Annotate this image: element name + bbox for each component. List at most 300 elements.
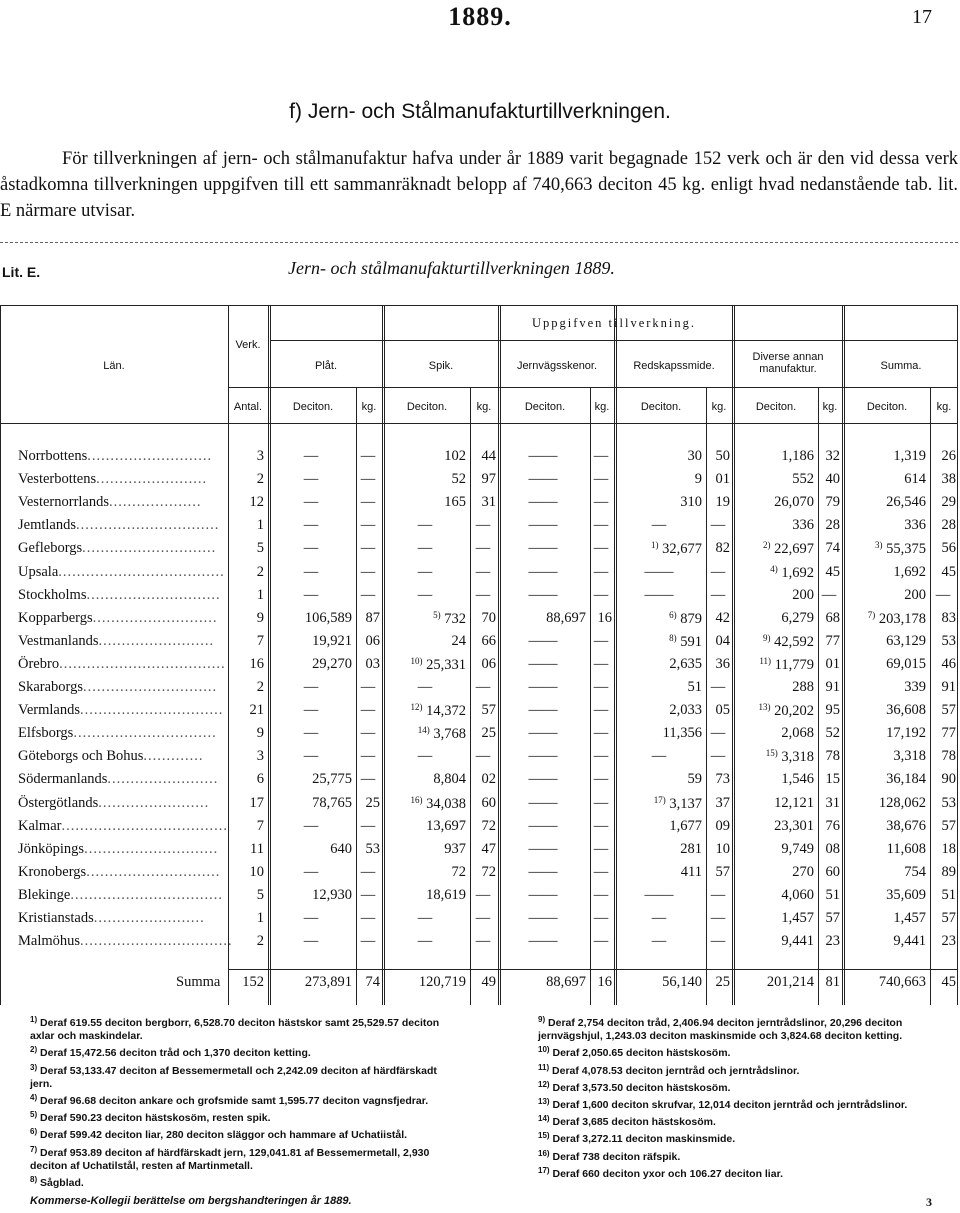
header-rule — [0, 423, 958, 424]
table-row — [0, 907, 958, 930]
table-row — [0, 815, 958, 838]
footnote-ref: 5) — [433, 609, 441, 620]
plat-kg: — — [360, 748, 376, 765]
spik-kg: 97 — [481, 471, 496, 488]
footnote: $^{6)}$ Deraf 599.42 deciton liar, 280 deciton släggor och hammare af Uchatiistål. — [30, 1127, 408, 1142]
jern-deciton: —— — [528, 840, 558, 857]
header-deciton: Deciton. — [640, 401, 682, 413]
footnote: $^{10)}$ Deraf 2,050.65 deciton hästskosöm. — [538, 1045, 731, 1060]
sum-deciton: 128,062 — [878, 794, 926, 811]
spik-kg: 25 — [481, 725, 496, 742]
summa-label: Summa — [176, 974, 221, 990]
red-deciton: 1,677 — [669, 817, 702, 834]
sum-deciton: 63,129 — [886, 632, 926, 649]
jern-deciton: —— — [528, 494, 558, 511]
sum-deciton: 38,676 — [886, 817, 926, 834]
jern-kg: — — [593, 817, 609, 834]
div-deciton: 2,068 — [781, 725, 814, 742]
plat-deciton: 25,775 — [312, 771, 352, 788]
sum-deciton: 1,319 — [893, 448, 926, 464]
jern-kg: — — [593, 563, 609, 580]
table-row — [0, 930, 958, 953]
table-row — [0, 491, 958, 514]
leader-dots: ........................ — [96, 471, 208, 488]
antal-cell: 7 — [256, 817, 264, 834]
footnote-ref: 11) — [759, 655, 772, 666]
plat-deciton: — — [303, 725, 319, 742]
footnote: $^{16)}$ Deraf 738 deciton räfspik. — [538, 1148, 681, 1163]
jern-deciton: —— — [528, 794, 558, 811]
table-row — [0, 699, 958, 722]
lan-name: Skaraborgs............................. — [18, 679, 218, 695]
leader-dots: ............................. — [84, 840, 219, 857]
spik-deciton: — — [417, 679, 433, 695]
spik-kg: — — [475, 748, 491, 765]
plat-deciton: — — [303, 863, 319, 880]
plat-deciton: 29,270 — [312, 655, 352, 672]
jern-kg: — — [593, 586, 609, 603]
leader-dots: ........................ — [93, 910, 205, 926]
sum-kg: 26 — [941, 448, 956, 464]
footnote: $^{2)}$ Deraf 15,472.56 deciton tråd och 1,370 deciton ketting. — [30, 1045, 311, 1060]
jern-kg: — — [593, 840, 609, 857]
div-kg: 45 — [825, 563, 840, 580]
sum-deciton: 754 — [904, 863, 926, 880]
plat-kg: — — [360, 933, 376, 950]
footnote-number: 7) — [30, 1144, 38, 1154]
leader-dots: ............................. — [86, 586, 221, 603]
div-kg: 95 — [825, 702, 840, 719]
antal-cell: 11 — [250, 840, 264, 857]
jern-kg: — — [593, 771, 609, 788]
plat-kg: — — [360, 679, 376, 695]
div-kg: 40 — [825, 471, 840, 488]
footnote: $^{5)}$ Deraf 590.23 deciton hästskosöm, resten spik. — [30, 1110, 271, 1125]
footnote-ref: 4) — [770, 563, 778, 574]
plat-kg: — — [360, 448, 376, 464]
leader-dots: ............................... — [80, 702, 224, 719]
footnote-number: 14) — [538, 1114, 550, 1124]
lan-name: Stockholms............................. — [18, 586, 221, 603]
plat-kg: 03 — [365, 655, 380, 672]
div-deciton: 336 — [792, 517, 814, 534]
lan-name: Elfsborgs............................... — [18, 725, 217, 742]
div-deciton: 12,121 — [774, 794, 814, 811]
lan-name: Kopparbergs........................... — [18, 609, 218, 626]
table-label: Lit. E. — [2, 264, 41, 280]
table-row — [0, 768, 958, 791]
antal-cell: 9 — [256, 725, 264, 742]
antal-cell: 3 — [256, 748, 264, 765]
jern-deciton: —— — [528, 817, 558, 834]
footnote: $^{13)}$ Deraf 1,600 deciton skrufvar, 12,014 deciton jerntråd och jerntrådslinor. — [538, 1097, 908, 1112]
jern-deciton: —— — [528, 632, 558, 649]
sum-kg: 18 — [941, 840, 956, 857]
plat-kg: — — [360, 886, 376, 903]
div-deciton: 1,457 — [781, 910, 814, 926]
footnotes-left — [30, 1013, 448, 1190]
lan-name: Jemtlands............................... — [18, 517, 220, 534]
spik-kg: — — [475, 886, 491, 903]
footnote-ref: 16) — [410, 794, 423, 805]
publication-note: Kommerse-Kollegii berättelse om bergshandteringen år 1889. — [30, 1195, 352, 1207]
spik-deciton: 52 — [451, 471, 466, 488]
jern-deciton: —— — [528, 655, 558, 672]
footnote-ref: 12) — [410, 702, 423, 713]
signature-mark: 3 — [926, 1195, 932, 1209]
spik-deciton: 72 — [451, 863, 466, 880]
antal-cell: 17 — [249, 794, 264, 811]
jern-kg: — — [593, 679, 609, 695]
spik-kg: 70 — [481, 609, 496, 626]
jern-deciton: 88,697 — [546, 609, 586, 626]
spik-deciton: 13,697 — [426, 817, 466, 834]
sum-kg: 45 — [941, 563, 956, 580]
spik-kg: — — [475, 910, 491, 926]
plat-deciton: — — [303, 563, 319, 580]
plat-kg: — — [360, 725, 376, 742]
antal-cell: 12 — [249, 494, 264, 511]
red-kg: 05 — [715, 702, 730, 719]
jern-deciton: —— — [528, 517, 558, 534]
spik-deciton: — — [417, 910, 433, 926]
div-kg: 57 — [825, 910, 840, 926]
sum-deciton: 336 — [904, 517, 926, 534]
footnote-ref: 10) — [410, 655, 423, 666]
red-kg: 73 — [715, 771, 730, 788]
sum-kg: 89 — [941, 863, 956, 880]
sum-deciton: 1,692 — [893, 563, 926, 580]
jern-deciton: —— — [528, 563, 558, 580]
jern-kg: — — [593, 494, 609, 511]
spik-deciton: 24 — [451, 632, 466, 649]
plat-kg: — — [360, 494, 376, 511]
jern-kg: — — [593, 863, 609, 880]
lan-name: Östergötlands........................ — [18, 794, 210, 811]
plat-kg: — — [360, 517, 376, 534]
red-deciton: 59 — [687, 771, 702, 788]
leader-dots: ............................. — [82, 679, 218, 695]
antal-cell: 152 — [242, 974, 264, 990]
sum-kg: 29 — [941, 494, 956, 511]
table-title: Jern- och stålmanufakturtillverkningen 1889. — [288, 258, 615, 278]
sum-deciton: 200 — [904, 586, 926, 603]
div-deciton: 201,214 — [766, 974, 814, 990]
spik-deciton: $^{16)}$ 34,038 — [410, 794, 466, 812]
sum-kg: 83 — [941, 609, 956, 626]
plat-deciton: — — [303, 933, 319, 950]
antal-cell: 10 — [249, 863, 264, 880]
plat-deciton: — — [303, 494, 319, 511]
spik-kg: 57 — [481, 702, 496, 719]
antal-cell: 2 — [256, 563, 264, 580]
div-kg: 32 — [825, 448, 840, 464]
plat-deciton: 78,765 — [312, 794, 352, 811]
jern-deciton: —— — [528, 725, 558, 742]
red-kg: 09 — [715, 817, 730, 834]
plat-kg: — — [360, 563, 376, 580]
plat-kg: — — [360, 910, 376, 926]
red-deciton: $^{1)}$ 32,677 — [651, 540, 702, 558]
red-deciton: $^{6)}$ 879 — [669, 609, 702, 627]
footnote-number: 9) — [538, 1015, 546, 1024]
table-row — [0, 838, 958, 861]
footnote: $^{9)}$ Deraf 2,754 deciton tråd, 2,406.94 deciton jerntrådslinor, 20,296 deciton jernvägshjul, 1,243.03 deciton maskinsmide och 3,824.68 deciton ketting. — [538, 1015, 903, 1043]
sum-kg: 56 — [941, 540, 956, 557]
plat-kg: — — [360, 471, 376, 488]
leader-dots: ........................... — [92, 609, 218, 626]
plat-deciton: — — [303, 702, 319, 719]
spik-kg: 60 — [481, 794, 496, 811]
spik-deciton: — — [417, 517, 433, 534]
table-row — [0, 607, 958, 630]
divider — [0, 242, 958, 243]
table-row — [0, 722, 958, 745]
leader-dots: .................................... — [59, 655, 226, 672]
jern-deciton: —— — [528, 886, 558, 903]
plat-deciton: — — [303, 748, 319, 765]
footnote-ref: 8) — [669, 632, 677, 643]
div-kg: 52 — [825, 725, 840, 742]
jern-kg: — — [593, 448, 609, 464]
plat-deciton: — — [303, 448, 319, 464]
red-deciton: — — [651, 933, 667, 950]
table-row — [0, 537, 958, 560]
div-kg: 79 — [825, 494, 840, 511]
leader-dots: ......................... — [98, 632, 215, 649]
div-deciton: 9,441 — [781, 933, 814, 950]
footnote-ref: 9) — [763, 632, 771, 643]
header-diverse: Diverse annan manufaktur. — [752, 351, 824, 375]
spik-kg: 72 — [481, 817, 496, 834]
table-row — [0, 884, 958, 907]
jern-kg: — — [593, 725, 609, 742]
footnote-ref: 7) — [867, 609, 876, 620]
antal-cell: 1 — [256, 517, 264, 534]
spik-kg: 49 — [481, 974, 496, 990]
div-deciton: $^{2)}$ 22,697 — [763, 540, 814, 558]
antal-cell: 6 — [256, 771, 264, 788]
spik-deciton: 102 — [444, 448, 466, 464]
sum-kg: 53 — [941, 794, 956, 811]
jern-deciton: —— — [528, 933, 558, 950]
header-kg: kg. — [936, 401, 952, 413]
spik-kg: — — [475, 586, 491, 603]
table-row — [0, 468, 958, 491]
div-deciton: 26,070 — [774, 494, 814, 511]
header-deciton: Deciton. — [406, 401, 448, 413]
div-deciton: 4,060 — [781, 886, 814, 903]
jern-deciton: —— — [528, 910, 558, 926]
footnote-number: 11) — [538, 1062, 550, 1072]
jern-deciton: —— — [528, 702, 558, 719]
spik-deciton: 18,619 — [426, 886, 466, 903]
page-year: 1889. — [448, 2, 512, 31]
sum-kg: 57 — [941, 910, 956, 926]
div-deciton: $^{4)}$ 1,692 — [770, 563, 814, 581]
footnote-number: 13) — [538, 1097, 550, 1107]
red-kg: — — [710, 586, 726, 603]
jern-deciton: —— — [528, 448, 558, 464]
red-kg: 50 — [715, 448, 730, 464]
footnote-number: 2) — [30, 1045, 38, 1055]
table-top-rule — [0, 305, 958, 306]
div-kg: 76 — [825, 817, 840, 834]
red-deciton: 9 — [694, 471, 702, 488]
footnote-number: 12) — [538, 1079, 550, 1089]
footnote-ref: 1) — [651, 540, 659, 551]
footnote: $^{17)}$ Deraf 660 deciton yxor och 106.27 deciton liar. — [538, 1165, 783, 1180]
table-row — [0, 676, 958, 699]
footnote-number: 17) — [538, 1165, 550, 1175]
div-kg: 91 — [825, 679, 840, 695]
leader-dots: ............................... — [76, 517, 220, 534]
div-deciton: $^{9)}$ 42,592 — [763, 632, 814, 650]
plat-deciton: 106,589 — [304, 609, 352, 626]
plat-kg: 87 — [365, 609, 380, 626]
jern-deciton: —— — [528, 748, 558, 765]
sum-kg: 53 — [941, 632, 956, 649]
footnote: $^{4)}$ Deraf 96.68 deciton ankare och grofsmide samt 1,595.77 deciton vagnsfjedrar. — [30, 1093, 429, 1108]
footnote: $^{11)}$ Deraf 4,078.53 deciton jerntråd och jerntrådslinor. — [538, 1062, 800, 1077]
spik-deciton: 937 — [444, 840, 466, 857]
footnote-number: 15) — [538, 1131, 550, 1141]
header-deciton: Deciton. — [524, 401, 566, 413]
antal-cell: 3 — [256, 448, 264, 464]
table-row — [0, 745, 958, 768]
sum-deciton: $^{7)}$ 203,178 — [867, 609, 926, 627]
table-row — [0, 584, 958, 607]
summa-rule — [228, 969, 958, 970]
red-deciton: 30 — [687, 448, 702, 464]
div-deciton: $^{11)}$ 11,779 — [759, 655, 814, 673]
sum-deciton: 740,663 — [878, 974, 926, 990]
jern-deciton: —— — [528, 540, 558, 557]
plat-deciton: — — [303, 540, 319, 557]
footnote-ref: 14) — [417, 725, 430, 736]
lan-name: Jönköpings............................. — [18, 840, 219, 857]
header-uppgifven: Uppgifven tillverkning. — [531, 316, 697, 330]
leader-dots: ........................... — [87, 448, 213, 464]
leader-dots: ............. — [143, 748, 204, 765]
red-kg: 04 — [715, 632, 730, 649]
lan-name: Vesternorrlands.................... — [18, 494, 202, 511]
plat-kg: — — [360, 817, 376, 834]
plat-deciton: — — [303, 517, 319, 534]
div-deciton: $^{13)}$ 20,202 — [758, 702, 814, 720]
div-kg: 78 — [825, 748, 840, 765]
red-kg: — — [710, 563, 726, 580]
table-row — [0, 653, 958, 676]
jern-kg: — — [593, 540, 609, 557]
table-row — [0, 445, 958, 468]
spik-deciton: 8,804 — [433, 771, 466, 788]
table-row — [0, 514, 958, 537]
antal-cell: 21 — [249, 702, 264, 719]
footnote: $^{8)}$ Sågblad. — [30, 1175, 84, 1190]
header-antal: Antal. — [233, 401, 263, 413]
div-deciton: 200 — [792, 586, 814, 603]
red-kg: — — [710, 933, 726, 950]
lan-name: Vesterbottens........................ — [18, 471, 208, 488]
spik-deciton: — — [417, 540, 433, 557]
div-deciton: 6,279 — [781, 609, 814, 626]
spik-deciton: — — [417, 933, 433, 950]
table-row — [0, 861, 958, 884]
header-kg: kg. — [594, 401, 610, 413]
antal-cell: 5 — [256, 886, 264, 903]
footnote-number: 8) — [30, 1175, 38, 1185]
header-lan: Län. — [103, 360, 125, 372]
plat-kg: — — [360, 586, 376, 603]
sum-deciton: 69,015 — [886, 655, 926, 672]
red-deciton: —— — [644, 563, 674, 580]
antal-cell: 2 — [256, 471, 264, 488]
lan-name: Blekinge................................. — [18, 886, 223, 903]
header-verk: Verk. — [235, 339, 261, 351]
div-kg: 77 — [825, 632, 840, 649]
spik-kg: 66 — [481, 632, 496, 649]
red-kg: — — [710, 886, 726, 903]
table-row — [0, 561, 958, 584]
antal-cell: 1 — [256, 910, 264, 926]
red-deciton: $^{17)}$ 3,137 — [653, 794, 702, 812]
leader-dots: ............................. — [86, 863, 221, 880]
sum-kg: 77 — [941, 725, 956, 742]
header-rule — [228, 387, 958, 388]
leader-dots: ................................. — [70, 886, 223, 903]
jern-kg: — — [593, 471, 609, 488]
lan-name: Gefleborgs............................. — [18, 540, 217, 557]
spik-kg: 72 — [481, 863, 496, 880]
antal-cell: 9 — [256, 609, 264, 626]
div-deciton: 552 — [792, 471, 814, 488]
plat-kg: 06 — [365, 632, 380, 649]
jern-kg: — — [593, 886, 609, 903]
spik-kg: — — [475, 540, 491, 557]
plat-deciton: — — [303, 471, 319, 488]
summa-row — [0, 971, 958, 994]
div-deciton: $^{15)}$ 3,318 — [765, 748, 814, 766]
header-plat: Plåt. — [314, 360, 337, 372]
lan-name: Kronobergs............................. — [18, 863, 221, 880]
plat-deciton: — — [303, 679, 319, 695]
red-deciton: 51 — [687, 679, 702, 695]
red-deciton: — — [651, 517, 667, 534]
antal-cell: 7 — [256, 632, 264, 649]
plat-kg: 25 — [365, 794, 380, 811]
jern-kg: — — [593, 794, 609, 811]
red-deciton: 2,033 — [669, 702, 702, 719]
spik-kg: 47 — [481, 840, 496, 857]
footnote-ref: 15) — [765, 748, 778, 759]
div-deciton: 9,749 — [781, 840, 814, 857]
footnote-ref: 13) — [758, 702, 771, 713]
plat-deciton: 19,921 — [312, 632, 352, 649]
antal-cell: 2 — [256, 679, 264, 695]
footnote-ref: 17) — [653, 794, 666, 805]
header-spik: Spik. — [428, 360, 454, 372]
footnote-number: 10) — [538, 1045, 550, 1055]
lan-name: Göteborgs och Bohus............. — [18, 748, 204, 765]
plat-kg: — — [360, 771, 376, 788]
red-deciton: 11,356 — [662, 725, 702, 742]
jern-deciton: —— — [528, 586, 558, 603]
div-deciton: 1,546 — [781, 771, 814, 788]
footnote-number: 5) — [30, 1110, 38, 1120]
red-deciton: 411 — [680, 863, 702, 880]
footnote: $^{12)}$ Deraf 3,573.50 deciton hästskosöm. — [538, 1079, 731, 1094]
